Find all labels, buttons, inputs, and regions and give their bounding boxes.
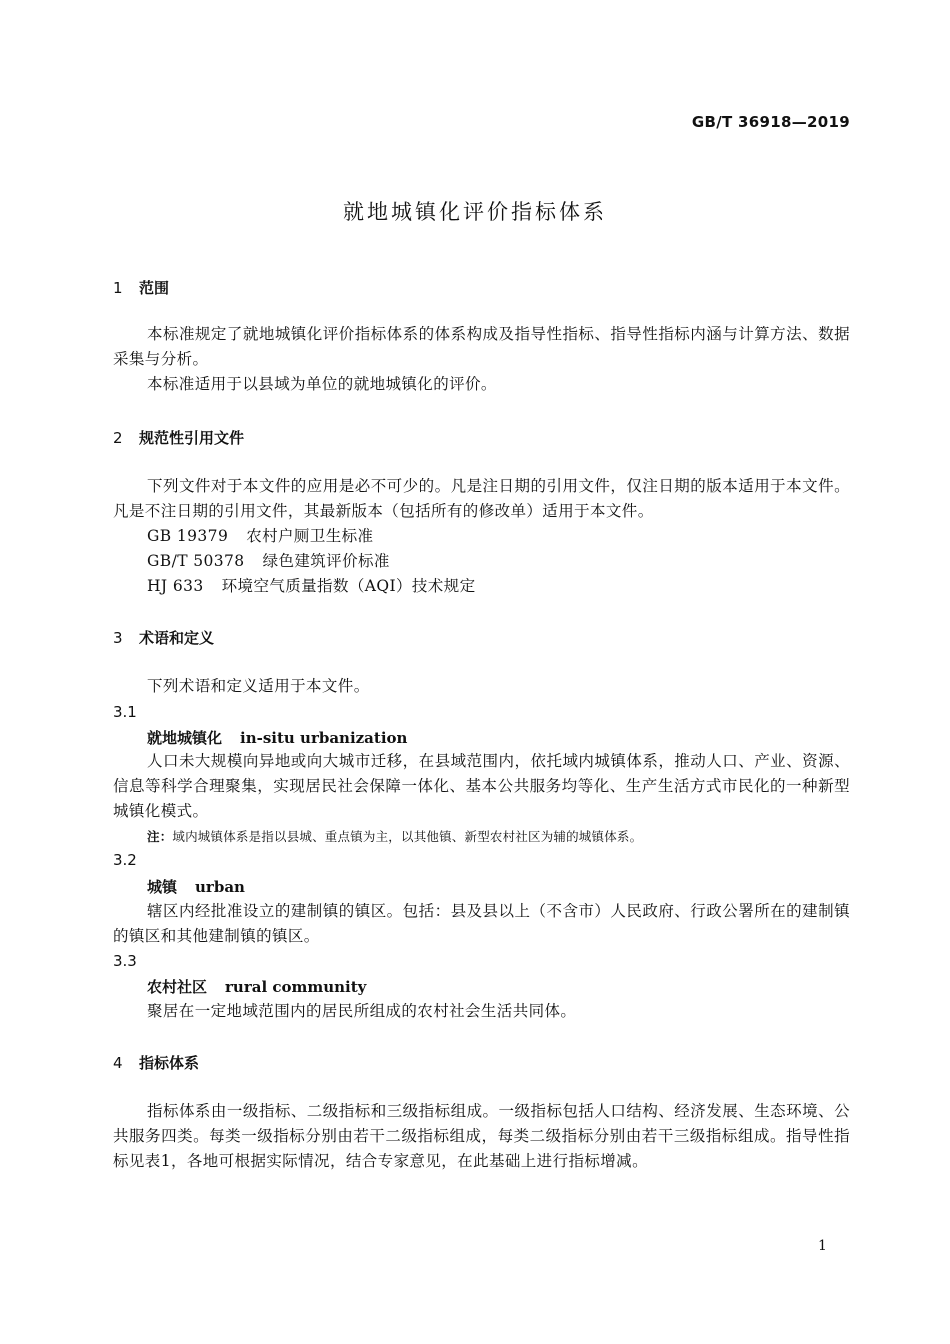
section-title: 规范性引用文件 (139, 429, 245, 447)
term-note (147, 827, 642, 845)
section-number: 2 (113, 429, 123, 447)
reference-item (147, 574, 475, 599)
reference-item (147, 549, 390, 574)
term-definition: 人口未大规模向异地或向大城市迁移，在县域范围内，依托域内城镇体系，推动人口、产业、资源、信息等科学合理聚集，实现居民社会保障一体化、基本公共服务均等化、生产生活方式市民化的一种新型城镇化模式。 (113, 752, 850, 820)
reference-name: 绿色建筑评价标准 (262, 552, 390, 570)
term-en: rural community (225, 978, 367, 996)
section-number: 3 (113, 629, 123, 647)
reference-code: HJ 633 (147, 577, 204, 595)
terms-intro: 下列术语和定义适用于本文件。 (147, 677, 370, 695)
normative-intro: 下列文件对于本文件的应用是必不可少的。凡是注日期的引用文件，仅注日期的版本适用于本文件。凡是不注日期的引用文件，其最新版本（包括所有的修改单）适用于本文件。 (113, 477, 850, 520)
section-heading-4 (113, 1052, 199, 1073)
section-heading-2 (113, 427, 244, 448)
note-text: 域内城镇体系是指以县城、重点镇为主，以其他镇、新型农村社区为辅的城镇体系。 (172, 829, 643, 844)
note-label: 注： (147, 829, 173, 844)
document-title: 就地城镇化评价指标体系 (343, 200, 607, 224)
term-entry (147, 976, 366, 997)
term-zh: 就地城镇化 (147, 729, 223, 747)
index-system-paragraph: 指标体系由一级指标、二级指标和三级指标组成。一级指标包括人口结构、经济发展、生态环境、公共服务四类。每类一级指标分别由若干二级指标组成，每类二级指标分别由若干三级指标组成。指导性指标见表1，各地可根据实际情况，结合专家意见，在此基础上进行指标增减。 (113, 1102, 850, 1170)
term-definition: 聚居在一定地域范围内的居民所组成的农村社会生活共同体。 (147, 1002, 577, 1020)
reference-item (147, 524, 373, 549)
reference-name: 环境空气质量指数（AQI）技术规定 (221, 577, 476, 595)
term-definition: 辖区内经批准设立的建制镇的镇区。包括：县及县以上（不含市）人民政府、行政公署所在的建制镇的镇区和其他建制镇的镇区。 (113, 902, 850, 945)
term-en: urban (195, 878, 245, 896)
term-entry (147, 727, 407, 748)
page-number: 1 (818, 1238, 827, 1254)
clause-number: 3.2 (113, 851, 137, 869)
reference-name: 农村户厕卫生标准 (246, 527, 374, 545)
section-heading-1 (113, 277, 169, 298)
scope-paragraph-1: 本标准规定了就地城镇化评价指标体系的体系构成及指导性指标、指导性指标内涵与计算方法、数据采集与分析。 (113, 325, 850, 368)
term-entry (147, 876, 245, 897)
term-zh: 城镇 (147, 878, 178, 896)
section-number: 1 (113, 279, 123, 297)
reference-code: GB 19379 (147, 527, 229, 545)
section-title: 术语和定义 (139, 629, 215, 647)
term-en: in-situ urbanization (240, 729, 408, 747)
standard-code: GB/T 36918—2019 (691, 113, 850, 131)
term-zh: 农村社区 (147, 978, 208, 996)
section-number: 4 (113, 1054, 123, 1072)
section-heading-3 (113, 627, 214, 648)
section-title: 指标体系 (139, 1054, 200, 1072)
clause-number: 3.1 (113, 703, 137, 721)
reference-code: GB/T 50378 (147, 552, 245, 570)
clause-number: 3.3 (113, 952, 137, 970)
section-title: 范围 (139, 279, 170, 297)
scope-paragraph-2: 本标准适用于以县域为单位的就地城镇化的评价。 (147, 375, 497, 393)
